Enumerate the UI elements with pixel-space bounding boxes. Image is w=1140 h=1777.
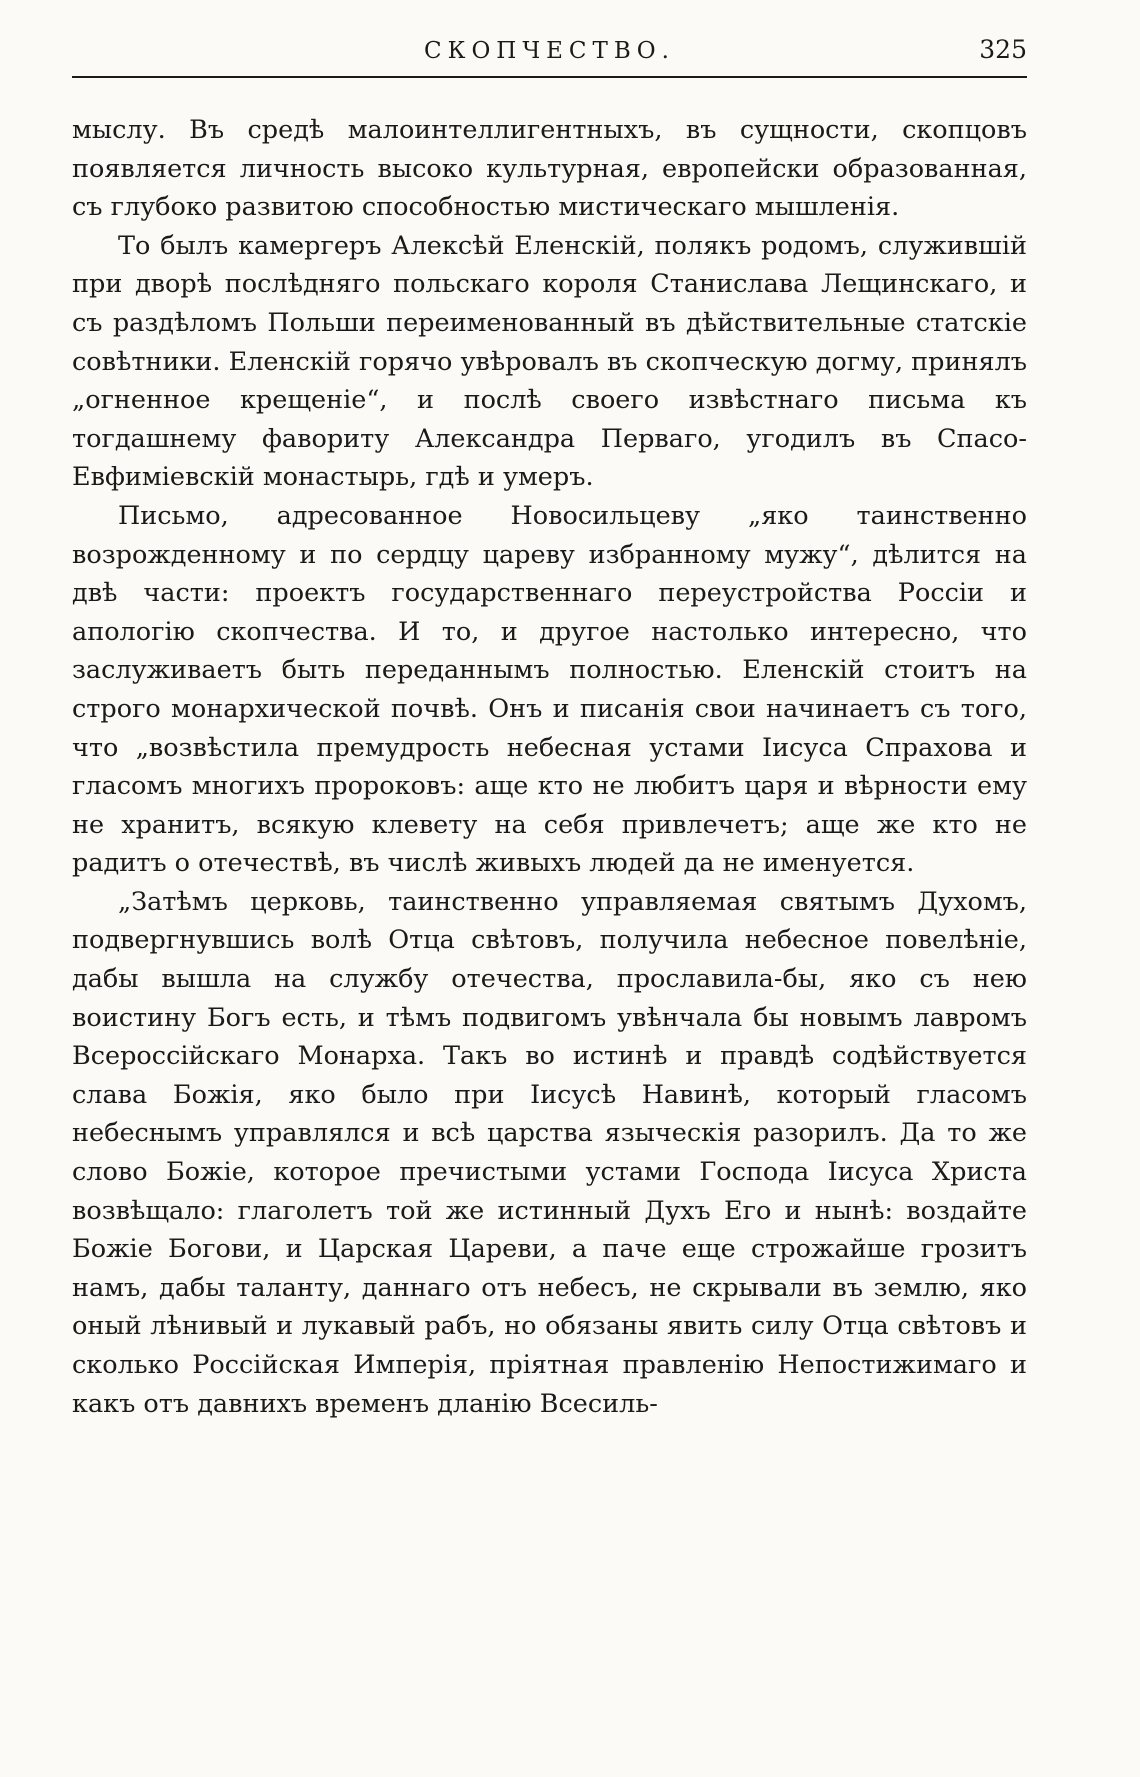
paragraph-3: Письмо, адресованное Новосильцеву „яко таинственно возрожденному и по сердцу цареву избранному мужу“, дѣлится на двѣ части: проектъ государственнаго переустройства Россіи и апологію скопчества. И то, и другое настолько интересно, что заслуживаетъ быть переданнымъ полностью. Еленскій стоитъ на строго монархической почвѣ. Онъ и писанія свои начинаетъ съ того, что „возвѣстила премудрость небесная устами Іисуса Спрахова и гласомъ многихъ пророковъ: аще кто не любитъ царя и вѣрности ему не хранитъ, всякую клевету на себя привлечетъ; аще же кто не радитъ о отечествѣ, въ числѣ живыхъ людей да не именуется. (72, 500, 1027, 879)
header-rule (72, 76, 1027, 78)
paragraph-1: мыслу. Въ средѣ малоинтеллигентныхъ, въ сущности, скопцовъ появляется личность высоко культурная, европейски образованная, съ глубоко развитою способностью мистическаго мышленія. (72, 115, 1027, 223)
book-page (72, 0, 1027, 1423)
body-text (72, 111, 1027, 1423)
paragraph-2: То былъ камергеръ Алексѣй Еленскій, полякъ родомъ, служившій при дворѣ послѣдняго польскаго короля Станислава Лещинскаго, и съ раздѣломъ Польши переименованный въ дѣйствительные статскіе совѣтники. Еленскій горячо увѣровалъ въ скопческую догму, принялъ „огненное крещеніе“, и послѣ своего извѣстнаго письма къ тогдашнему фавориту Александра Перваго, угодилъ въ Спасо-Евфиміевскій монастырь, гдѣ и умеръ. (72, 230, 1027, 493)
paragraph-4: „Затѣмъ церковь, таинственно управляемая святымъ Духомъ, подвергнувшись волѣ Отца свѣтовъ, получила небесное повелѣніе, дабы вышла на службу отечества, прославила-бы, яко съ нею воистину Богъ есть, и тѣмъ подвигомъ увѣнчала бы новымъ лавромъ Всероссійскаго Монарха. Такъ во истинѣ и правдѣ содѣйствуется слава Божія, яко было при Іисусѣ Навинѣ, который гласомъ небеснымъ управлялся и всѣ царства языческія разорилъ. Да то же слово Божіе, которое пречистыми устами Господа Іисуса Христа возвѣщало: глаголетъ той же истинный Духъ Его и нынѣ: воздайте Божіе Богови, и Царская Цареви, а паче еще строжайше грозитъ намъ, дабы таланту, даннаго отъ небесъ, не скрывали въ землю, яко оный лѣнивый и лукавый рабъ, но обязаны явить силу Отца свѣтовъ и сколько Россійская Имперія, пріятная правленію Непостижимаго и какъ отъ давнихъ временъ дланію Всесиль- (72, 886, 1027, 1419)
page-number: 325 (979, 35, 1027, 64)
running-head (72, 0, 1027, 78)
running-title: СКОПЧЕСТВО. (424, 38, 675, 64)
